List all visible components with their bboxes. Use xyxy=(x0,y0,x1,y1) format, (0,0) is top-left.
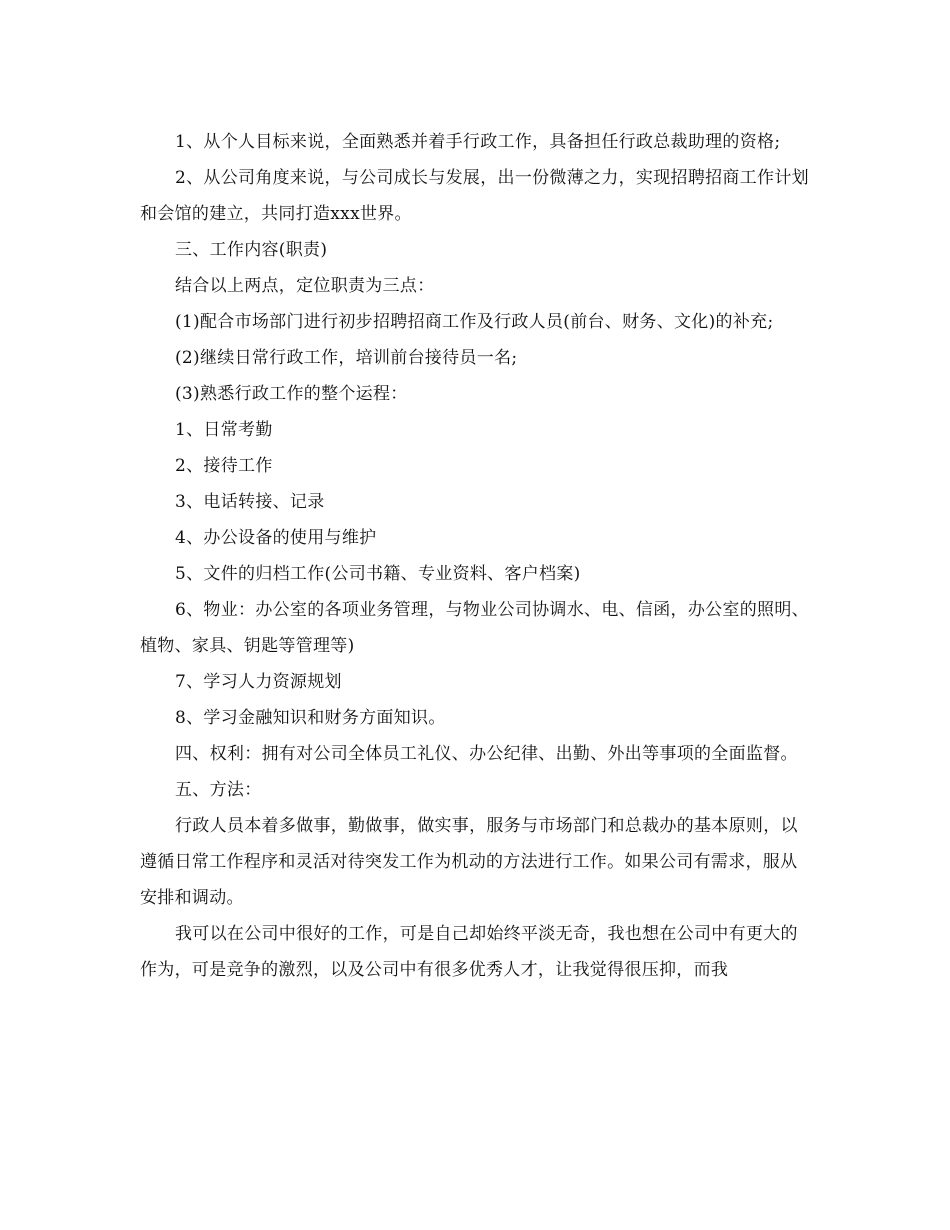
list-item-finance: 8、学习金融知识和财务方面知识。 xyxy=(175,708,446,728)
paragraph-reflection: 我可以在公司中很好的工作，可是自己却始终平淡无奇，我也想在公司中有更大的作为，可是竞争的激烈，以及公司中有很多优秀人才，让我觉得很压抑，而我 xyxy=(140,924,798,980)
list-item-filing: 5、文件的归档工作(公司书籍、专业资料、客户档案) xyxy=(175,564,581,584)
paragraph-goal-personal: 1、从个人目标来说，全面熟悉并着手行政工作，具备担任行政总裁助理的资格; xyxy=(175,132,781,152)
paragraph-goal-company: 2、从公司角度来说，与公司成长与发展，出一份微薄之力，实现招聘招商工作计划和会馆的建立，共同打造xxx世界。 xyxy=(140,168,809,224)
paragraph-methods: 行政人员本着多做事，勤做事，做实事，服务与市场部门和总裁办的基本原则，以遵循日常工作程序和灵活对待突发工作为机动的方法进行工作。如果公司有需求，服从安排和调动。 xyxy=(140,816,798,908)
list-item-attendance: 1、日常考勤 xyxy=(175,420,273,440)
list-item-property: 6、物业：办公室的各项业务管理，与物业公司协调水、电、信函，办公室的照明、植物、家具、钥匙等管理等) xyxy=(140,600,809,656)
section-heading-duties: 三、工作内容(职责) xyxy=(175,240,328,260)
paragraph-duties-intro: 结合以上两点，定位职责为三点： xyxy=(175,276,435,296)
section-heading-methods: 五、方法： xyxy=(175,780,262,800)
list-item-equipment: 4、办公设备的使用与维护 xyxy=(175,528,377,548)
list-item-phone: 3、电话转接、记录 xyxy=(175,492,325,512)
section-heading-rights: 四、权利：拥有对公司全体员工礼仪、办公纪律、出勤、外出等事项的全面监督。 xyxy=(175,744,798,764)
paragraph-duty-2: (2)继续日常行政工作，培训前台接待员一名; xyxy=(175,348,518,368)
document-body xyxy=(140,124,812,988)
list-item-reception: 2、接待工作 xyxy=(175,456,273,476)
paragraph-duty-1: (1)配合市场部门进行初步招聘招商工作及行政人员(前台、财务、文化)的补充; xyxy=(175,312,774,332)
list-item-hr-planning: 7、学习人力资源规划 xyxy=(175,672,342,692)
paragraph-duty-3: (3)熟悉行政工作的整个运程： xyxy=(175,384,408,404)
